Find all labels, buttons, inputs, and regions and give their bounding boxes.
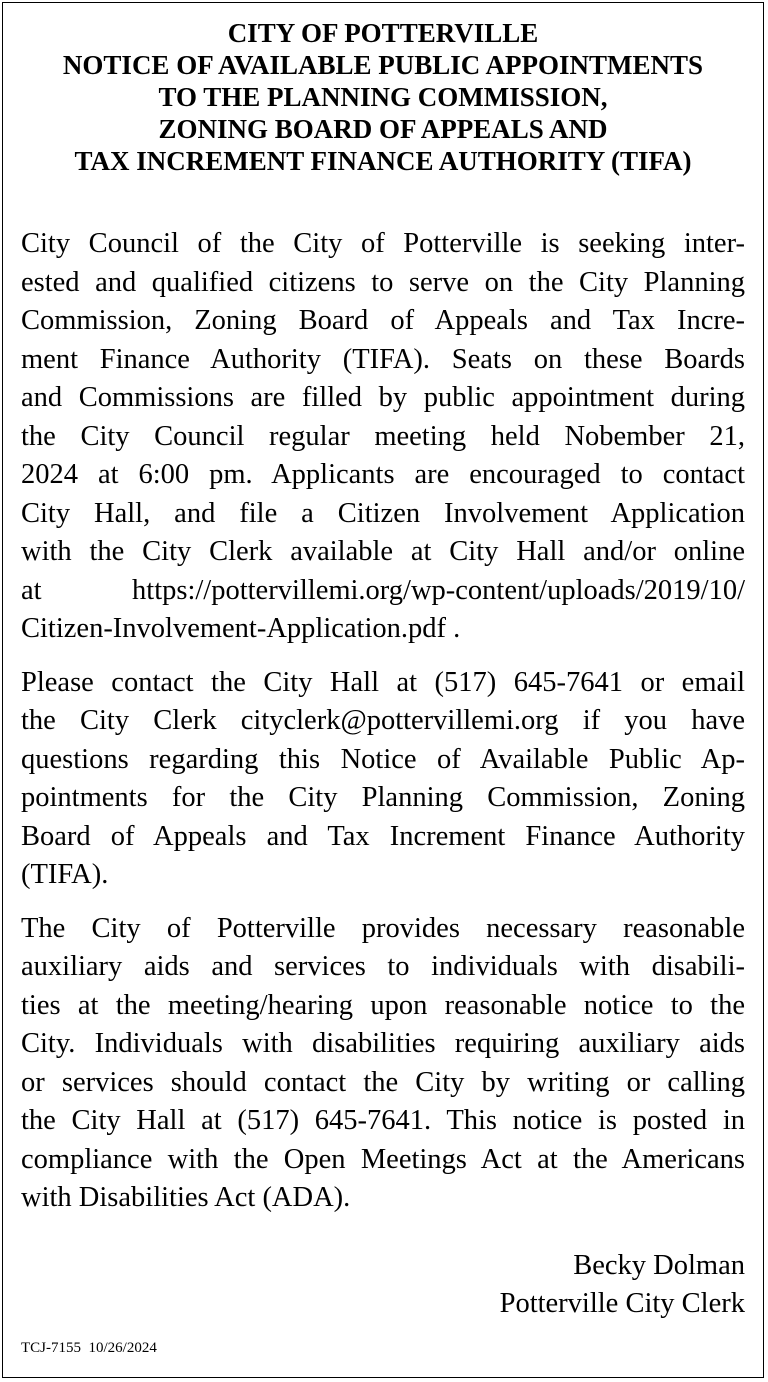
text-line: City Council of the City of Potterville is seeking inter- <box>21 228 745 259</box>
text-line: the City Clerk cityclerk@pottervillemi.org if you have <box>21 705 745 736</box>
signature-block <box>500 1247 745 1323</box>
text-line: with the City Clerk available at City Hall and/or online <box>21 536 745 567</box>
text-line: the City Hall at (517) 645-7641. This notice is posted in <box>21 1105 745 1136</box>
text-line: pointments for the City Planning Commission, Zoning <box>21 782 745 813</box>
text-line: with Disabilities Act (ADA). <box>21 1182 351 1213</box>
text-line: and Commissions are filled by public appointment during <box>21 382 745 413</box>
title-line: TAX INCREMENT FINANCE AUTHORITY (TIFA) <box>74 146 692 176</box>
text-line: or services should contact the City by writing or calling <box>21 1066 745 1098</box>
text-line: auxiliary aids and services to individuals with disabili- <box>21 951 745 982</box>
public-notice <box>2 2 764 1378</box>
title-line: TO THE PLANNING COMMISSION, <box>158 82 608 112</box>
text-line: (TIFA). <box>21 859 109 890</box>
publication-code: TCJ-7155 10/26/2024 <box>21 1340 157 1356</box>
text-line: ested and qualified citizens to serve on the City Planning <box>21 266 745 298</box>
title-line: NOTICE OF AVAILABLE PUBLIC APPOINTMENTS <box>62 50 704 80</box>
text-line: Please contact the City Hall at (517) 645-7641 or email <box>21 666 745 698</box>
notice-title <box>3 17 763 177</box>
text-line: questions regarding this Notice of Available Public Ap- <box>21 743 745 775</box>
signatory-name: Becky Dolman <box>573 1250 745 1281</box>
paragraph-appointments <box>21 225 745 649</box>
paragraph-accessibility <box>21 910 745 1218</box>
application-url-line: at https://pottervillemi.org/wp-content/uploads/2019/10/ <box>21 574 745 606</box>
title-line: CITY OF POTTERVILLE <box>227 18 539 48</box>
text-line: the City Council regular meeting held Nobember 21, <box>21 420 745 452</box>
text-line: City Hall, and file a Citizen Involvement Application <box>21 497 745 529</box>
notice-body <box>21 225 745 1233</box>
title-line: ZONING BOARD OF APPEALS AND <box>158 114 608 144</box>
text-line: ment Finance Authority (TIFA). Seats on these Boards <box>21 343 745 375</box>
text-line: ties at the meeting/hearing upon reasonable notice to the <box>21 989 745 1021</box>
text-line: Commission, Zoning Board of Appeals and Tax Incre- <box>21 305 745 336</box>
application-url-line: Citizen-Involvement-Application.pdf . <box>21 613 461 644</box>
signatory-role: Potterville City Clerk <box>499 1288 745 1319</box>
text-line: 2024 at 6:00 pm. Applicants are encouraged to contact <box>21 459 745 490</box>
text-line: The City of Potterville provides necessary reasonable <box>21 912 745 944</box>
text-line: City. Individuals with disabilities requiring auxiliary aids <box>21 1028 745 1059</box>
text-line: compliance with the Open Meetings Act at the Americans <box>21 1143 745 1175</box>
text-line: Board of Appeals and Tax Increment Finance Authority <box>21 820 745 852</box>
paragraph-contact <box>21 664 745 895</box>
